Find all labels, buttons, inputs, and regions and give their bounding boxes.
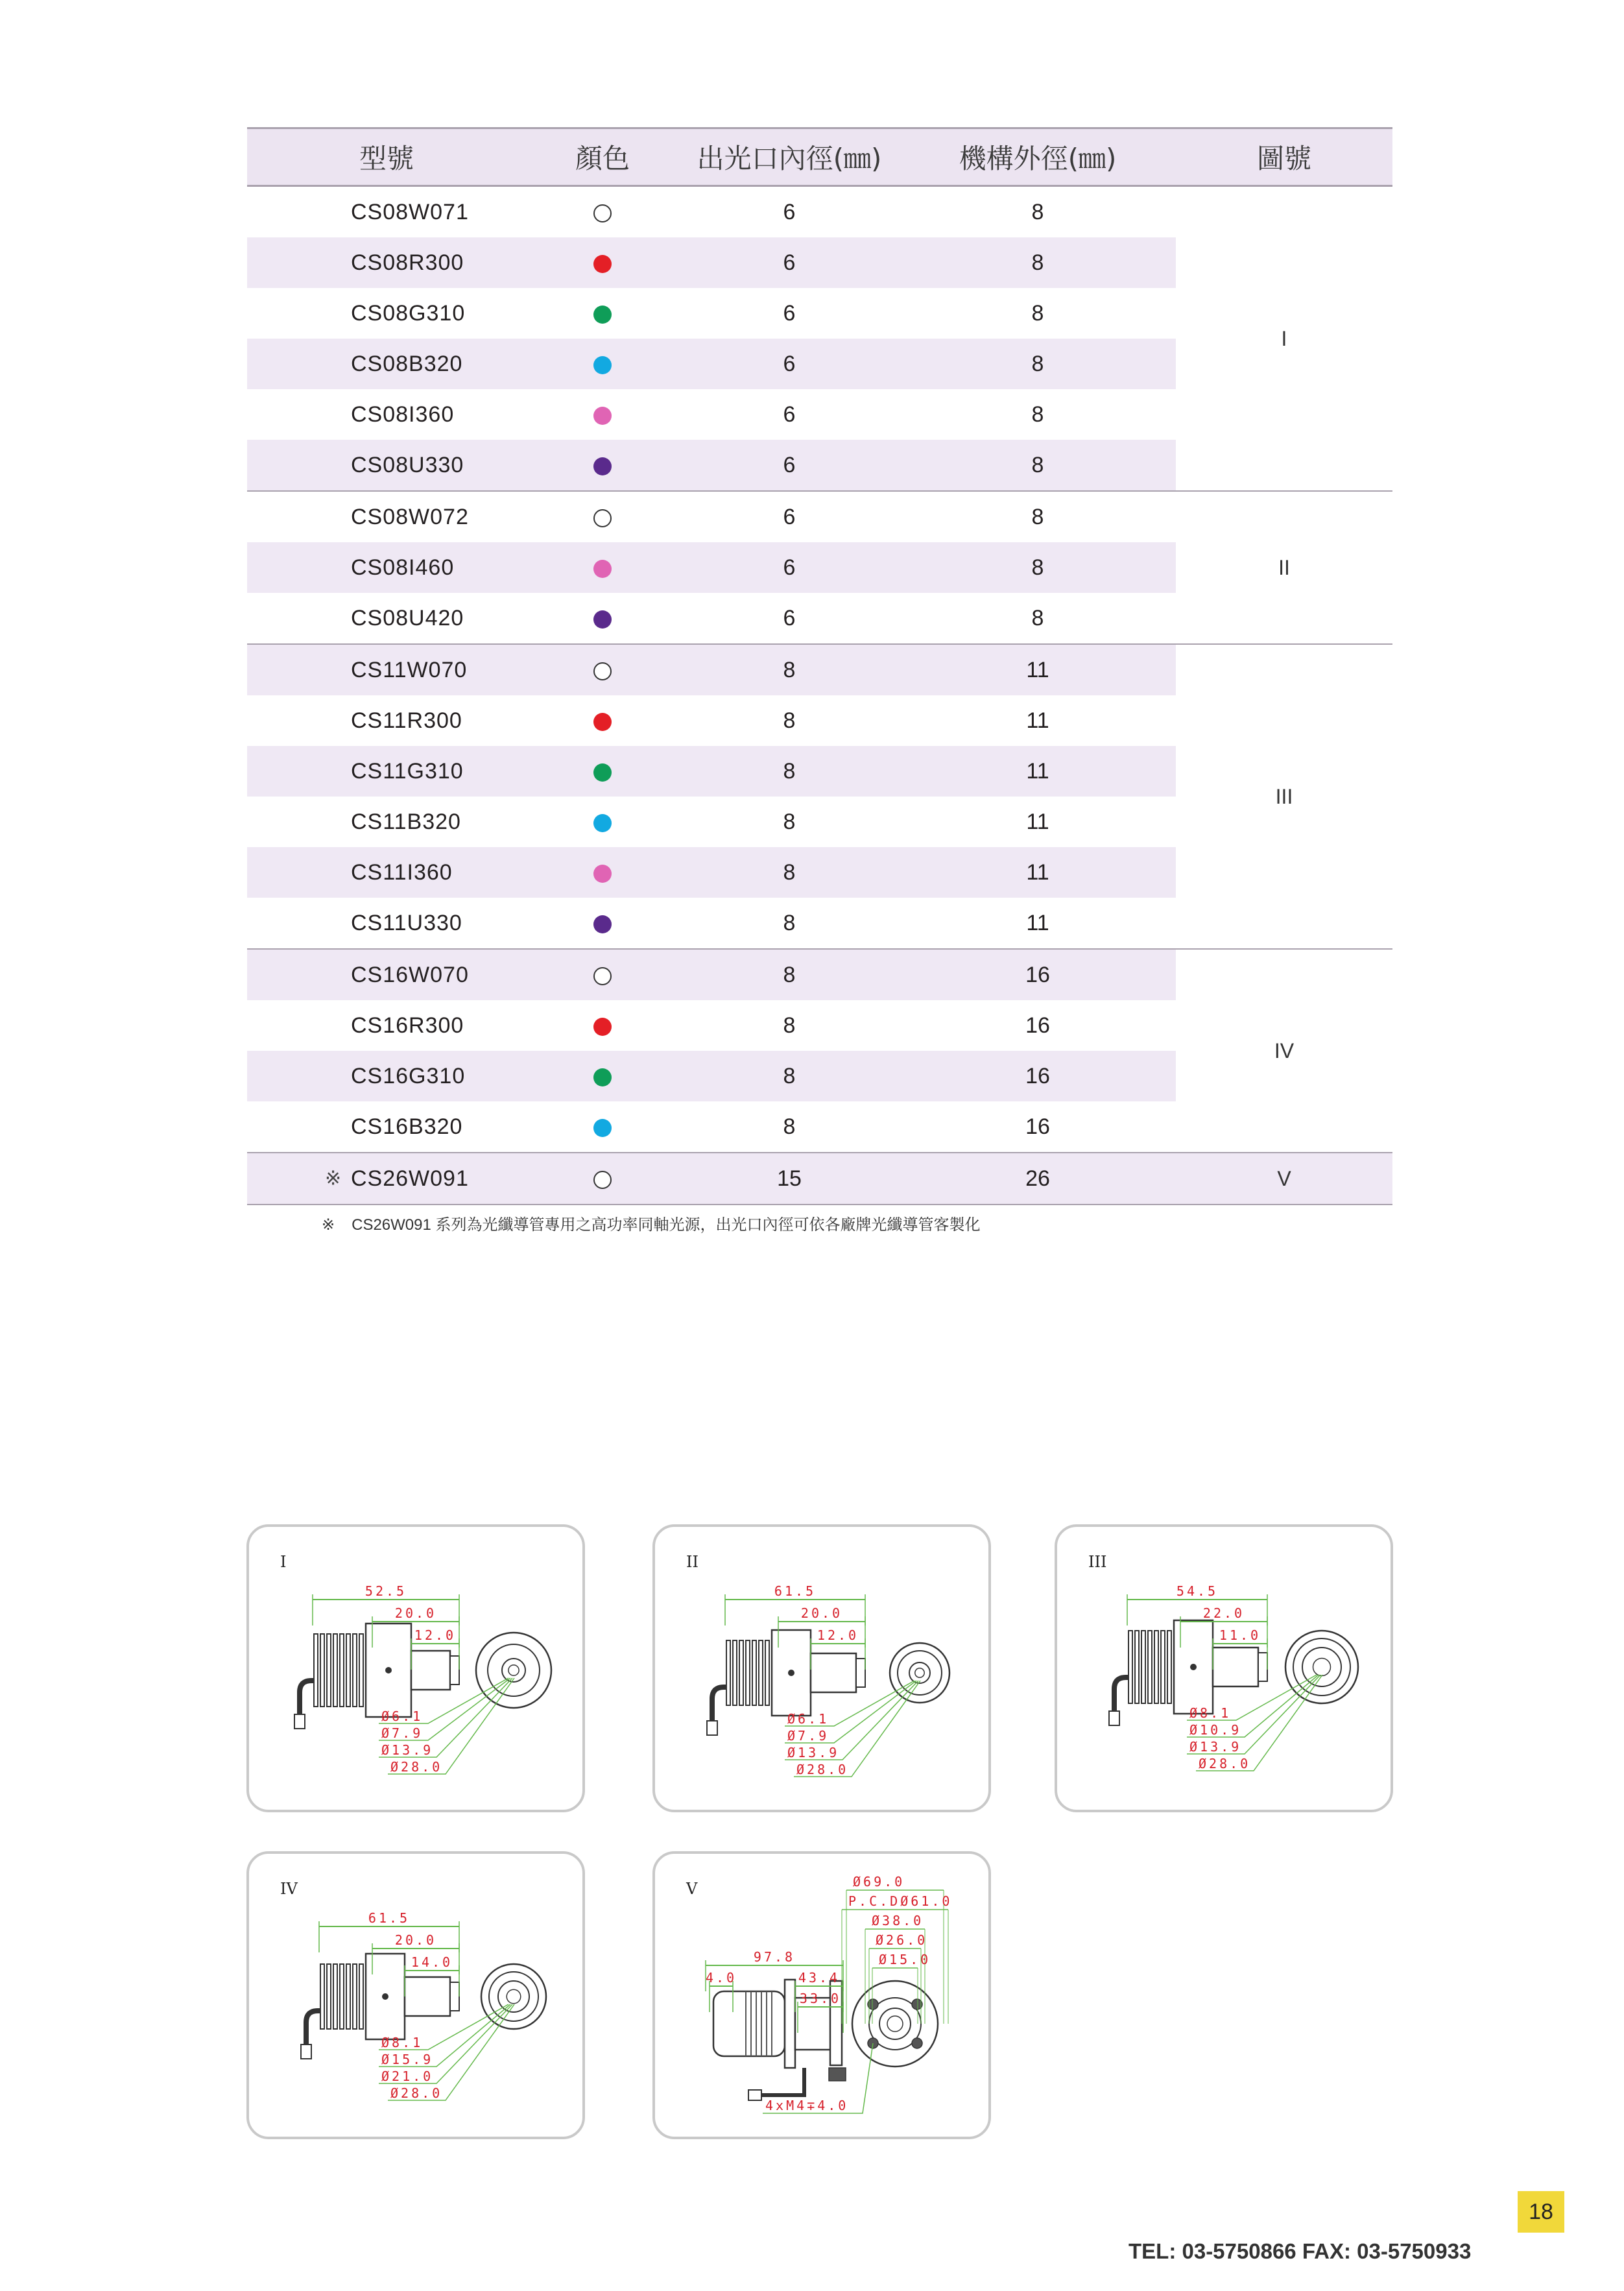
cell-color <box>526 491 679 542</box>
model-code: CS08W071 <box>351 199 469 224</box>
footnote-text: CS26W091 系列為光纖導管專用之高功率同軸光源，出光口內徑可依各廠牌光纖導管客製化 <box>352 1216 981 1234</box>
cell-inner-diameter: 6 <box>679 339 900 389</box>
cable <box>759 2068 804 2095</box>
cell-color <box>526 1000 679 1051</box>
lamp-body <box>713 1991 785 2056</box>
color-dot <box>593 457 612 475</box>
mount-note-label: 4xM4∓4.0 <box>765 2098 849 2113</box>
drawing-label: V <box>686 1880 698 1898</box>
diameter-label: Ø8.1 <box>381 2035 424 2050</box>
cell-color <box>526 339 679 389</box>
diameter-label: Ø7.9 <box>787 1728 830 1744</box>
cable-plug <box>707 1721 717 1735</box>
dimension-front-label: 22.0 <box>1202 1605 1245 1621</box>
cell-outer-diameter: 11 <box>1026 809 1049 834</box>
cell-inner-diameter: 6 <box>783 605 796 630</box>
lamp-tip <box>856 1659 865 1687</box>
cell-inner-diameter: 6 <box>679 542 900 593</box>
cell-color <box>526 644 679 695</box>
drawing-label: II <box>686 1553 699 1571</box>
model-code: CS08I460 <box>351 555 455 580</box>
diameter-label: Ø28.0 <box>796 1762 849 1777</box>
diameter-label: Ø15.0 <box>879 1952 931 1967</box>
cell-color <box>526 695 679 746</box>
heatsink-fin <box>1128 1631 1132 1703</box>
heatsink-fin <box>739 1640 743 1705</box>
cell-model <box>247 644 526 695</box>
front-view-core <box>507 1989 521 2004</box>
diameter-label: Ø69.0 <box>853 1874 905 1889</box>
spec-table <box>247 127 1392 1205</box>
cell-inner-diameter: 8 <box>679 746 900 797</box>
diameter-label: Ø10.9 <box>1189 1722 1242 1738</box>
heatsink-fin <box>726 1640 730 1705</box>
footnote <box>322 1212 981 1234</box>
cable-plug <box>294 1714 305 1729</box>
heatsink-fin <box>340 1634 344 1707</box>
model-code: CS26W091 <box>351 1166 469 1191</box>
dimension-overall-label: 52.5 <box>364 1583 407 1599</box>
model-code: CS08U420 <box>351 605 464 630</box>
model-code: CS08R300 <box>351 250 464 275</box>
cell-model <box>247 542 526 593</box>
cell-model <box>247 797 526 847</box>
dimension-front-label: 20.0 <box>394 1932 437 1948</box>
dimension-overall-label: 97.8 <box>753 1949 796 1965</box>
heatsink-fin <box>320 1964 324 2029</box>
lamp-front-view <box>476 1633 551 1708</box>
heatsink-fin <box>333 1634 337 1707</box>
cell-outer-diameter: 8 <box>900 542 1176 593</box>
dimension-nose-label: 11.0 <box>1219 1627 1261 1643</box>
diameter-label: P.C.DØ61.0 <box>848 1893 953 1909</box>
heatsink-fin <box>327 1634 331 1707</box>
lamp-nose <box>411 1651 450 1690</box>
heatsink-fin <box>1167 1631 1171 1703</box>
cell-color <box>526 949 679 1000</box>
cell-outer-diameter: 11 <box>900 746 1176 797</box>
table-row <box>247 1153 1392 1205</box>
color-dot <box>593 865 612 883</box>
cell-inner-diameter: 8 <box>783 809 796 834</box>
header-aperture-inner-diameter: 出光口內徑(㎜) <box>679 128 900 186</box>
cell-inner-diameter: 6 <box>783 199 796 224</box>
lamp-nose <box>811 1653 856 1692</box>
cell-inner-diameter: 15 <box>679 1153 900 1205</box>
page-number: 18 <box>1518 2191 1564 2233</box>
cell-model <box>247 1000 526 1051</box>
lamp-nose <box>405 1977 450 2016</box>
color-dot <box>593 255 612 273</box>
heatsink-fin <box>353 1964 357 2029</box>
cell-outer-diameter: 16 <box>1025 1013 1050 1038</box>
diameter-label: Ø38.0 <box>872 1913 924 1928</box>
model-code: CS11I360 <box>351 859 453 885</box>
color-dot <box>593 1018 612 1036</box>
cell-color <box>526 288 679 339</box>
cell-inner-diameter: 8 <box>783 1013 796 1038</box>
color-dot <box>593 509 612 527</box>
model-code: CS11B320 <box>351 809 461 834</box>
cell-outer-diameter: 16 <box>900 1051 1176 1101</box>
lamp-side-view <box>707 1630 865 1735</box>
heatsink-fin <box>346 1964 350 2029</box>
cell-color <box>526 898 679 949</box>
model-code: CS11G310 <box>351 758 464 784</box>
special-mark: ※ <box>325 1168 342 1190</box>
color-dot <box>593 610 612 629</box>
lamp-nose <box>1213 1648 1258 1686</box>
heatsink-fin <box>1161 1631 1165 1703</box>
cell-figure-number: II <box>1176 491 1392 644</box>
drawing-label: III <box>1088 1553 1107 1571</box>
heatsink-fin <box>1148 1631 1152 1703</box>
cell-inner-diameter: 8 <box>679 949 900 1000</box>
cell-model <box>247 1051 526 1101</box>
lamp-tip <box>1258 1653 1267 1681</box>
heatsink-fin <box>759 1640 763 1705</box>
cell-outer-diameter: 16 <box>1025 1114 1050 1139</box>
lamp-tip <box>450 1656 459 1685</box>
color-dot <box>593 662 612 680</box>
lamp-tip <box>450 1982 459 2011</box>
diameter-label: Ø13.9 <box>381 1742 434 1758</box>
heatsink-fin <box>314 1634 318 1707</box>
cell-model <box>247 339 526 389</box>
diameter-label: Ø21.0 <box>381 2069 434 2084</box>
cell-inner-diameter: 8 <box>783 910 796 935</box>
cell-model <box>247 847 526 898</box>
color-dot <box>593 1171 612 1189</box>
cell-color <box>526 440 679 491</box>
dimension-nose-label: 12.0 <box>817 1627 859 1643</box>
model-code: CS08I360 <box>351 402 455 427</box>
cell-model <box>247 288 526 339</box>
diameter-label: Ø13.9 <box>1189 1739 1242 1755</box>
dimension-front-label: 20.0 <box>394 1605 437 1621</box>
model-code: CS08U330 <box>351 452 464 477</box>
cell-model <box>247 949 526 1000</box>
table-row <box>247 644 1392 695</box>
cell-inner-diameter: 8 <box>783 1114 796 1139</box>
cell-model <box>247 440 526 491</box>
cell-inner-diameter: 8 <box>783 708 796 733</box>
screw-hole <box>385 1667 392 1673</box>
color-dot <box>593 1119 612 1137</box>
cell-inner-diameter: 8 <box>679 644 900 695</box>
table-body <box>247 186 1392 1205</box>
cable-plug <box>1109 1711 1119 1725</box>
model-code: CS11R300 <box>351 708 462 733</box>
color-dot <box>593 204 612 222</box>
drawing-panel-i <box>246 1524 585 1812</box>
cable-plug <box>748 2090 761 2100</box>
model-code: CS11U330 <box>351 910 462 935</box>
heatsink-fin <box>346 1634 350 1707</box>
cell-outer-diameter: 8 <box>1031 402 1044 427</box>
cell-figure-number: IV <box>1176 949 1392 1153</box>
cell-color <box>526 847 679 898</box>
dimension-nose-label: 33.0 <box>799 1991 842 2006</box>
model-code: CS16B320 <box>351 1114 463 1139</box>
dimension-nose-label: 14.0 <box>411 1954 453 1970</box>
dimension-nose-label: 12.0 <box>414 1627 457 1643</box>
cell-color <box>526 1153 679 1205</box>
model-code: CS16G310 <box>351 1063 466 1088</box>
model-code: CS08W072 <box>351 504 469 529</box>
diameter-label: Ø28.0 <box>390 2085 443 2101</box>
cell-model <box>247 186 526 238</box>
cell-inner-diameter: 6 <box>679 237 900 288</box>
lamp-front-view <box>481 1964 546 2029</box>
technical-drawing <box>249 1854 588 2142</box>
color-dot <box>593 814 612 832</box>
cell-inner-diameter: 8 <box>679 847 900 898</box>
header-housing-outer-diameter: 機構外徑(㎜) <box>900 128 1176 186</box>
screw-hole <box>788 1670 794 1676</box>
cell-color <box>526 389 679 440</box>
dimension-neck-label: 43.4 <box>798 1970 841 1985</box>
cell-model <box>247 389 526 440</box>
color-dot <box>593 915 612 933</box>
model-code: CS11W070 <box>351 657 468 682</box>
cell-outer-diameter: 8 <box>1031 199 1044 224</box>
heatsink-fin <box>359 1964 363 2029</box>
dimension-overall-label: 61.5 <box>774 1583 817 1599</box>
heatsink-fin <box>327 1964 331 2029</box>
model-code: CS16W070 <box>351 962 469 987</box>
diameter-label: Ø7.9 <box>381 1725 424 1741</box>
diameter-label: Ø6.1 <box>381 1709 424 1724</box>
diameter-label: Ø8.1 <box>1189 1705 1232 1721</box>
header-color: 顏色 <box>526 128 679 186</box>
diameter-label: Ø28.0 <box>390 1759 443 1775</box>
cell-model <box>247 237 526 288</box>
dimension-front-label: 20.0 <box>800 1605 843 1621</box>
mount-hole <box>912 2038 922 2048</box>
dimension-overall-label: 54.5 <box>1176 1583 1219 1599</box>
cell-color <box>526 186 679 238</box>
dimension-offset-label: 4.0 <box>705 1970 737 1985</box>
heatsink-fin <box>1141 1631 1145 1703</box>
cell-outer-diameter: 8 <box>1031 300 1044 326</box>
footnote-symbol: ※ <box>322 1216 335 1234</box>
front-view-core <box>508 1665 519 1675</box>
cell-figure-number: V <box>1176 1153 1392 1205</box>
cell-color <box>526 797 679 847</box>
drawing-panel-iii <box>1055 1524 1393 1812</box>
drawing-label: IV <box>280 1880 298 1898</box>
heatsink-fin <box>359 1634 363 1707</box>
dimension-overall-label: 61.5 <box>368 1910 411 1926</box>
cell-outer-diameter: 8 <box>900 237 1176 288</box>
cable-plug <box>301 2045 311 2059</box>
heatsink-fin <box>746 1640 750 1705</box>
color-dot <box>593 967 612 985</box>
color-dot <box>593 713 612 731</box>
table-row <box>247 186 1392 238</box>
mount-flange <box>785 1980 795 2068</box>
cell-inner-diameter: 6 <box>783 300 796 326</box>
cell-inner-diameter: 6 <box>679 491 900 542</box>
screw-hole <box>382 1993 388 2000</box>
model-code: CS08G310 <box>351 300 466 326</box>
drawing-label: I <box>280 1553 287 1571</box>
cell-figure-number: III <box>1176 644 1392 949</box>
diameter-label: Ø13.9 <box>787 1745 840 1760</box>
cell-model <box>247 746 526 797</box>
heatsink-fin <box>353 1634 357 1707</box>
diameter-label: Ø15.9 <box>381 2052 434 2067</box>
heatsink-fin <box>765 1640 769 1705</box>
front-view-core <box>1313 1659 1331 1676</box>
color-dot <box>593 306 612 324</box>
technical-drawing <box>655 1527 994 1815</box>
heatsink-fin <box>320 1634 324 1707</box>
cell-outer-diameter: 26 <box>900 1153 1176 1205</box>
cell-inner-diameter: 8 <box>679 1051 900 1101</box>
diameter-label: Ø28.0 <box>1199 1756 1251 1771</box>
cell-model <box>247 1153 526 1205</box>
technical-drawing <box>249 1527 588 1815</box>
model-code: CS08B320 <box>351 351 463 376</box>
color-dot <box>593 356 612 374</box>
color-dot <box>593 763 612 782</box>
cell-inner-diameter: 6 <box>783 402 796 427</box>
contact-info: TEL: 03-5750866 FAX: 03-5750933 <box>1128 2239 1472 2263</box>
lamp-front-view <box>1285 1631 1358 1703</box>
diameter-label: Ø26.0 <box>876 1932 928 1948</box>
table-row <box>247 491 1392 542</box>
technical-drawing <box>1057 1527 1396 1815</box>
cell-color <box>526 237 679 288</box>
front-view-core <box>915 1668 924 1677</box>
drawing-panel-ii <box>652 1524 991 1812</box>
cell-figure-number: I <box>1281 326 1287 350</box>
cell-outer-diameter: 8 <box>900 339 1176 389</box>
heatsink-fin <box>340 1964 344 2029</box>
heatsink-fin <box>1135 1631 1139 1703</box>
heatsink-fin <box>1154 1631 1158 1703</box>
cell-model <box>247 593 526 644</box>
cell-color <box>526 1101 679 1153</box>
cell-outer-diameter: 11 <box>900 847 1176 898</box>
heatsink-fin <box>752 1640 756 1705</box>
cell-outer-diameter: 11 <box>1026 708 1049 733</box>
cell-model <box>247 491 526 542</box>
cell-outer-diameter: 11 <box>900 644 1176 695</box>
header-figure-number: 圖號 <box>1176 128 1392 186</box>
cell-outer-diameter: 11 <box>1026 910 1049 935</box>
screw-hole <box>1190 1664 1197 1670</box>
table-header-row <box>247 128 1392 186</box>
screw-knob <box>829 2068 846 2081</box>
cell-model <box>247 695 526 746</box>
technical-drawing <box>655 1854 994 2142</box>
cell-model <box>247 1101 526 1153</box>
cell-outer-diameter: 8 <box>1031 605 1044 630</box>
color-dot <box>593 1068 612 1086</box>
model-code: CS16R300 <box>351 1013 464 1038</box>
header-model: 型號 <box>247 128 526 186</box>
color-dot <box>593 407 612 425</box>
diameter-label: Ø6.1 <box>787 1711 830 1727</box>
heatsink-fin <box>733 1640 737 1705</box>
drawing-panel-v <box>652 1851 991 2139</box>
color-dot <box>593 560 612 578</box>
cell-color <box>526 593 679 644</box>
drawing-panel-iv <box>246 1851 585 2139</box>
front-view-core <box>887 2016 903 2032</box>
cell-color <box>526 1051 679 1101</box>
cell-model <box>247 898 526 949</box>
table-row <box>247 949 1392 1000</box>
cell-inner-diameter: 6 <box>679 440 900 491</box>
cell-outer-diameter: 8 <box>900 491 1176 542</box>
cell-color <box>526 746 679 797</box>
cell-color <box>526 542 679 593</box>
cell-outer-diameter: 16 <box>900 949 1176 1000</box>
heatsink-fin <box>333 1964 337 2029</box>
cell-outer-diameter: 8 <box>900 440 1176 491</box>
